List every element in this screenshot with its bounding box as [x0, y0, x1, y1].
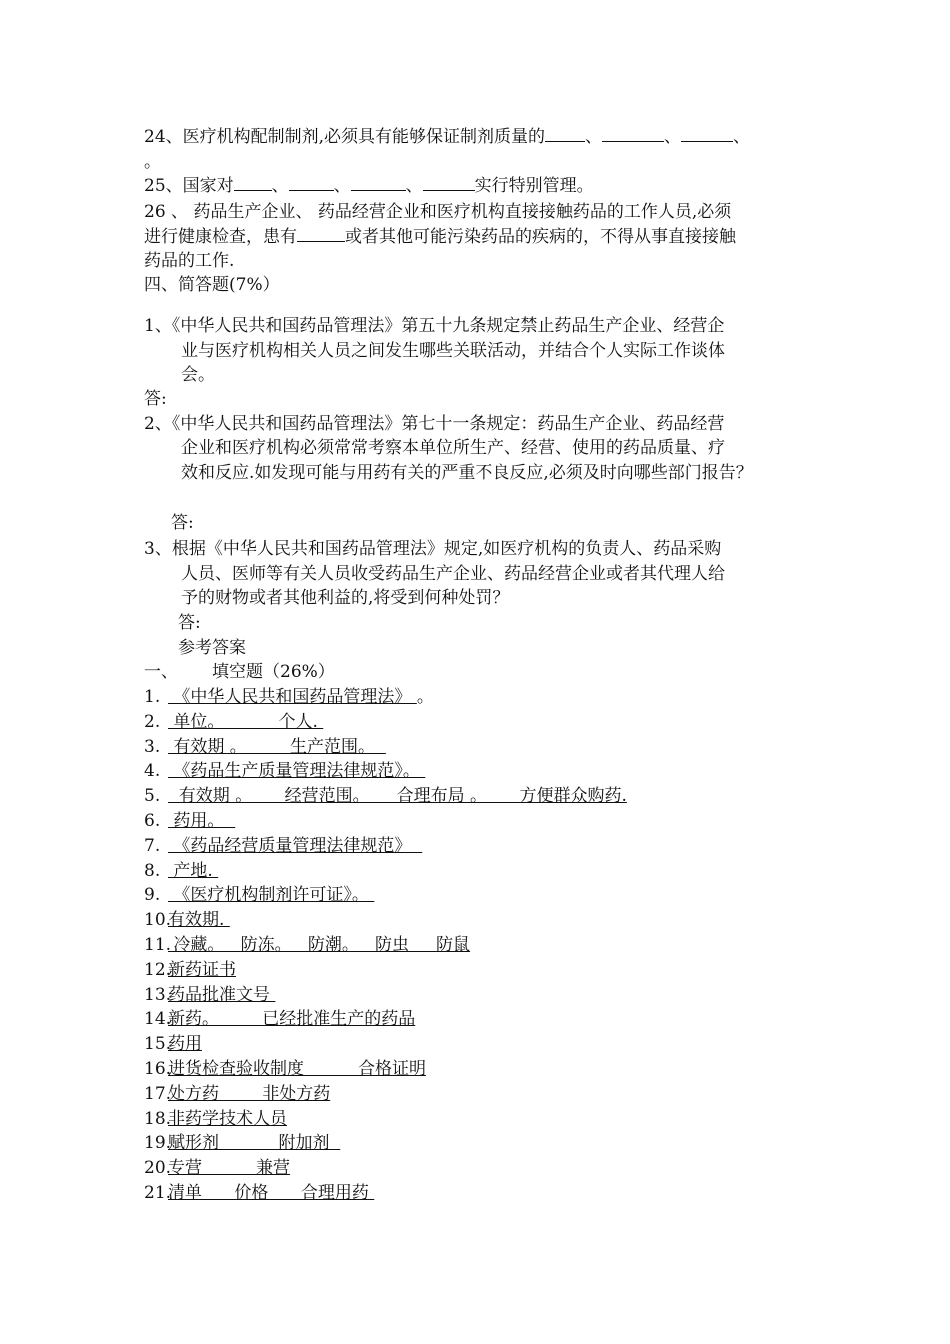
answer-number: 13.	[144, 984, 172, 1005]
short-question-3-line3: 予的财物或者其他利益的,将受到何种处罚？	[181, 588, 510, 608]
question-25-text: 25、国家对	[144, 176, 234, 196]
answer-item	[144, 984, 275, 1006]
answer-item	[144, 1157, 290, 1179]
answer-number: 16.	[144, 1059, 172, 1079]
short-question-2-line1: 2、《中华人民共和国药品管理法》第七十一条规定：药品生产企业、药品经营	[144, 414, 725, 434]
answer-number: 15.	[144, 1034, 172, 1055]
answer-item	[144, 884, 374, 906]
separator: 、	[585, 127, 603, 147]
blank	[681, 126, 733, 142]
answer-number: 12.	[144, 959, 172, 980]
answer-number: 7.	[144, 835, 161, 856]
short-question-3-line2: 人员、医师等有关人员收受药品生产企业、药品经营企业或者其代理人给	[181, 564, 725, 584]
answer-text: 有效期 。 经营范围。 合理布局 。 方便群众购药.	[168, 786, 627, 807]
answer-label: 答:	[171, 513, 194, 533]
answer-number: 18.	[144, 1108, 172, 1129]
answer-number: 19.	[144, 1133, 172, 1154]
reference-section-heading	[144, 661, 335, 683]
short-question-1-line2: 业与医疗机构相关人员之间发生哪些关联活动，并结合个人实际工作谈体	[181, 341, 725, 361]
short-question-3-line1: 3、根据《中华人民共和国药品管理法》规定,如医疗机构的负责人、药品采购	[144, 539, 722, 559]
question-26-line2	[144, 226, 736, 248]
answer-item	[144, 909, 230, 931]
answer-label: 答:	[178, 613, 201, 633]
question-24	[144, 126, 750, 148]
answer-number: 10.	[144, 910, 172, 931]
answer-item	[144, 860, 218, 882]
answer-text: 进货检查验收制度 合格证明	[168, 1059, 427, 1079]
separator: 、	[271, 176, 289, 196]
answer-text: 有效期 。 生产范围。	[168, 736, 386, 757]
answer-text: 专营 兼营	[168, 1158, 291, 1179]
answer-item	[144, 1008, 415, 1030]
separator: 、	[664, 127, 682, 147]
answer-item	[144, 736, 386, 758]
answer-number: 6.	[144, 811, 161, 831]
answer-text: 新药证书	[168, 959, 236, 980]
answer-text: 产地.	[168, 860, 219, 881]
answer-number: 3.	[144, 736, 161, 757]
question-24-text: 24、医疗机构配制制剂,必须具有能够保证制剂质量的	[144, 127, 546, 147]
answer-item	[144, 959, 236, 981]
answer-text: 处方药 非处方药	[168, 1083, 331, 1104]
answer-item	[144, 1108, 287, 1130]
answer-text: 《药品经营质量管理法律规范》	[168, 835, 423, 856]
separator: 、	[405, 176, 423, 196]
answer-item	[144, 1182, 374, 1204]
short-question-2-line3: 效和反应.如发现可能与用药有关的严重不良反应,必须及时向哪些部门报告？	[181, 463, 753, 483]
section-heading: 四、简答题(7%）	[144, 275, 280, 295]
blank	[289, 175, 334, 191]
answer-text: 《药品生产质量管理法律规范》。	[168, 761, 426, 782]
separator: 、	[733, 127, 751, 147]
blank	[351, 175, 406, 191]
answer-text: 非药学技术人员	[168, 1108, 287, 1129]
answer-number: 8.	[144, 860, 161, 881]
answer-text: 药用	[168, 1034, 202, 1055]
answer-item	[144, 785, 627, 807]
answer-number: 9.	[144, 885, 161, 906]
answer-number: 14.	[144, 1009, 172, 1030]
blank	[545, 126, 585, 142]
question-26-line3: 药品的工作.	[144, 251, 235, 271]
answer-item	[144, 934, 470, 956]
answer-item	[144, 1083, 330, 1105]
answer-number: 1.	[144, 687, 161, 707]
reference-title: 参考答案	[178, 638, 246, 658]
answer-item	[144, 711, 323, 733]
answer-text: 冷藏。 防冻。 防潮。 防虫 防鼠	[168, 935, 471, 955]
answer-text: 药品批准文号	[168, 984, 276, 1005]
answer-item	[144, 1058, 426, 1080]
question-25-end: 实行特别管理。	[474, 176, 594, 196]
answer-item	[144, 686, 434, 708]
answer-number: 21.	[144, 1183, 172, 1203]
answer-number: 2.	[144, 711, 161, 732]
question-24-end: 。	[144, 152, 161, 172]
answer-number: 17.	[144, 1083, 172, 1104]
answer-text: 单位。 个人.	[168, 711, 324, 732]
answer-item	[144, 760, 425, 782]
answer-number: 20.	[144, 1158, 172, 1179]
answer-text: 《医疗机构制剂许可证》。	[168, 885, 375, 906]
question-26-line1: 26 、 药品生产企业、 药品经营企业和医疗机构直接接触药品的工作人员,必须	[144, 202, 732, 222]
short-question-1-line3: 会。	[181, 365, 215, 385]
blank	[423, 175, 475, 191]
answer-label: 答:	[144, 389, 167, 409]
answer-text: 新药。 已经批准生产的药品	[168, 1009, 416, 1030]
answer-item	[144, 1132, 340, 1154]
blank	[297, 226, 345, 242]
blank	[602, 126, 664, 142]
short-question-1-line1: 1、《中华人民共和国药品管理法》第五十九条规定禁止药品生产企业、经营企	[144, 316, 725, 336]
answer-number: 4.	[144, 761, 161, 782]
answer-number: 11.	[144, 935, 172, 955]
section-number: 一、	[144, 662, 178, 682]
question-26-text: 进行健康检查，患有	[144, 227, 297, 247]
answer-suffix: 。	[416, 687, 434, 707]
section-title: 填空题（26%）	[212, 662, 335, 682]
separator: 、	[333, 176, 351, 196]
answer-text: 有效期.	[168, 910, 230, 931]
answer-text: 赋形剂 附加剂	[168, 1133, 341, 1154]
answer-item	[144, 810, 235, 832]
answer-number: 5.	[144, 786, 161, 807]
answer-text: 《中华人民共和国药品管理法》	[168, 687, 417, 707]
question-25	[144, 175, 594, 197]
short-question-2-line2: 企业和医疗机构必须常常考察本单位所生产、经营、使用的药品质量、疗	[181, 438, 725, 458]
answer-item	[144, 835, 422, 857]
answer-text: 清单 价格 合理用药	[168, 1183, 375, 1203]
blank	[234, 175, 272, 191]
answer-text: 药用。	[168, 811, 236, 831]
answer-item	[144, 1033, 202, 1055]
question-26-text-end: 或者其他可能污染药品的疾病的，不得从事直接接触	[345, 227, 736, 247]
